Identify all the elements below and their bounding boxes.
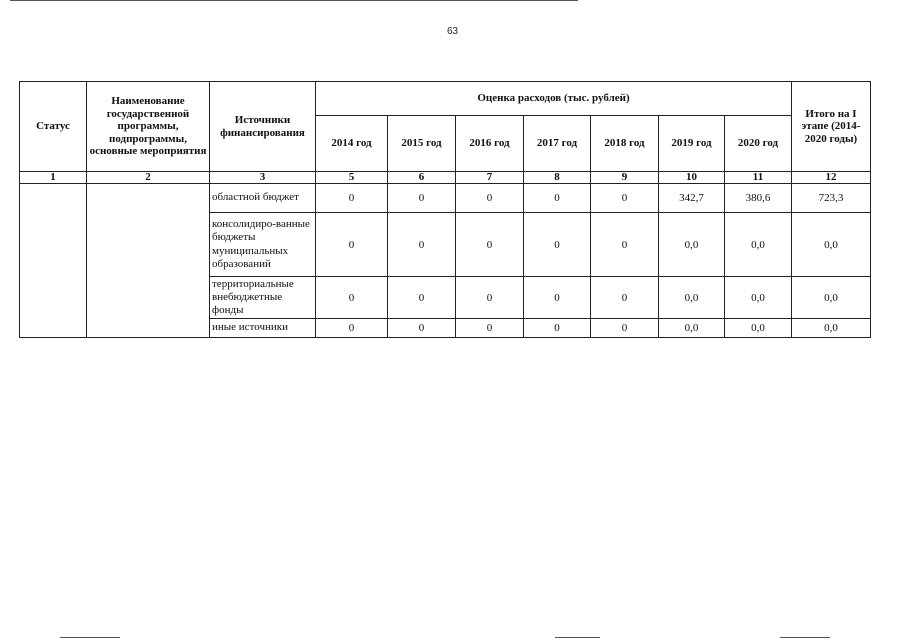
- value-cell: 0: [524, 184, 591, 213]
- value-cell: 0: [524, 277, 591, 319]
- value-cell: 0: [591, 213, 659, 277]
- value-cell: 0: [316, 277, 388, 319]
- value-cell: 0: [388, 319, 456, 338]
- header-estimate: Оценка расходов (тыс. рублей): [316, 82, 792, 116]
- scan-line-top: [10, 0, 578, 1]
- total-cell: 0,0: [792, 319, 871, 338]
- total-cell: 723,3: [792, 184, 871, 213]
- value-cell: 0: [316, 184, 388, 213]
- header-year: 2019 год: [659, 116, 725, 172]
- table-row: [20, 184, 871, 213]
- column-index: 7: [456, 172, 524, 184]
- header-sources: Источники финансирования: [210, 82, 316, 172]
- source-cell: консолидиро-ванные бюджеты муниципальных образований: [210, 213, 316, 277]
- value-cell: 0: [388, 184, 456, 213]
- value-cell: 0: [388, 213, 456, 277]
- value-cell: 380,6: [725, 184, 792, 213]
- value-cell: 0: [591, 319, 659, 338]
- column-index-row: [20, 172, 871, 184]
- scan-line-bottom-mid: [555, 637, 600, 638]
- value-cell: 0: [456, 277, 524, 319]
- value-cell: 0: [524, 213, 591, 277]
- source-cell: иные источники: [210, 319, 316, 338]
- column-index: 6: [388, 172, 456, 184]
- value-cell: 342,7: [659, 184, 725, 213]
- column-index: 8: [524, 172, 591, 184]
- column-index: 9: [591, 172, 659, 184]
- column-index: 1: [20, 172, 87, 184]
- header-year: 2014 год: [316, 116, 388, 172]
- value-cell: 0: [456, 319, 524, 338]
- header-total: Итого на I этапе (2014-2020 годы): [792, 82, 871, 172]
- header-year: 2018 год: [591, 116, 659, 172]
- value-cell: 0: [591, 184, 659, 213]
- value-cell: 0,0: [659, 319, 725, 338]
- column-index: 10: [659, 172, 725, 184]
- scan-line-bottom-right: [780, 637, 830, 638]
- column-index: 3: [210, 172, 316, 184]
- value-cell: 0,0: [725, 213, 792, 277]
- source-cell: областной бюджет: [210, 184, 316, 213]
- value-cell: 0,0: [659, 277, 725, 319]
- value-cell: 0,0: [725, 277, 792, 319]
- value-cell: 0: [316, 319, 388, 338]
- scan-line-bottom-left: [60, 637, 120, 638]
- column-index: 2: [87, 172, 210, 184]
- value-cell: 0,0: [659, 213, 725, 277]
- column-index: 11: [725, 172, 792, 184]
- value-cell: 0: [388, 277, 456, 319]
- header-year: 2015 год: [388, 116, 456, 172]
- value-cell: 0,0: [725, 319, 792, 338]
- value-cell: 0: [591, 277, 659, 319]
- value-cell: 0: [316, 213, 388, 277]
- page-number: 63: [446, 26, 459, 37]
- total-cell: 0,0: [792, 213, 871, 277]
- program-name-cell: [87, 184, 210, 338]
- source-cell: территориальные внебюджетные фонды: [210, 277, 316, 319]
- header-year: 2017 год: [524, 116, 591, 172]
- value-cell: 0: [456, 184, 524, 213]
- status-cell: [20, 184, 87, 338]
- header-year: 2016 год: [456, 116, 524, 172]
- header-status: Статус: [20, 82, 87, 172]
- value-cell: 0: [524, 319, 591, 338]
- total-cell: 0,0: [792, 277, 871, 319]
- budget-table: [19, 81, 871, 338]
- column-index: 5: [316, 172, 388, 184]
- header-program-name: Наименование государственной программы, подпрограммы, основные мероприятия: [87, 82, 210, 172]
- column-index: 12: [792, 172, 871, 184]
- value-cell: 0: [456, 213, 524, 277]
- header-year: 2020 год: [725, 116, 792, 172]
